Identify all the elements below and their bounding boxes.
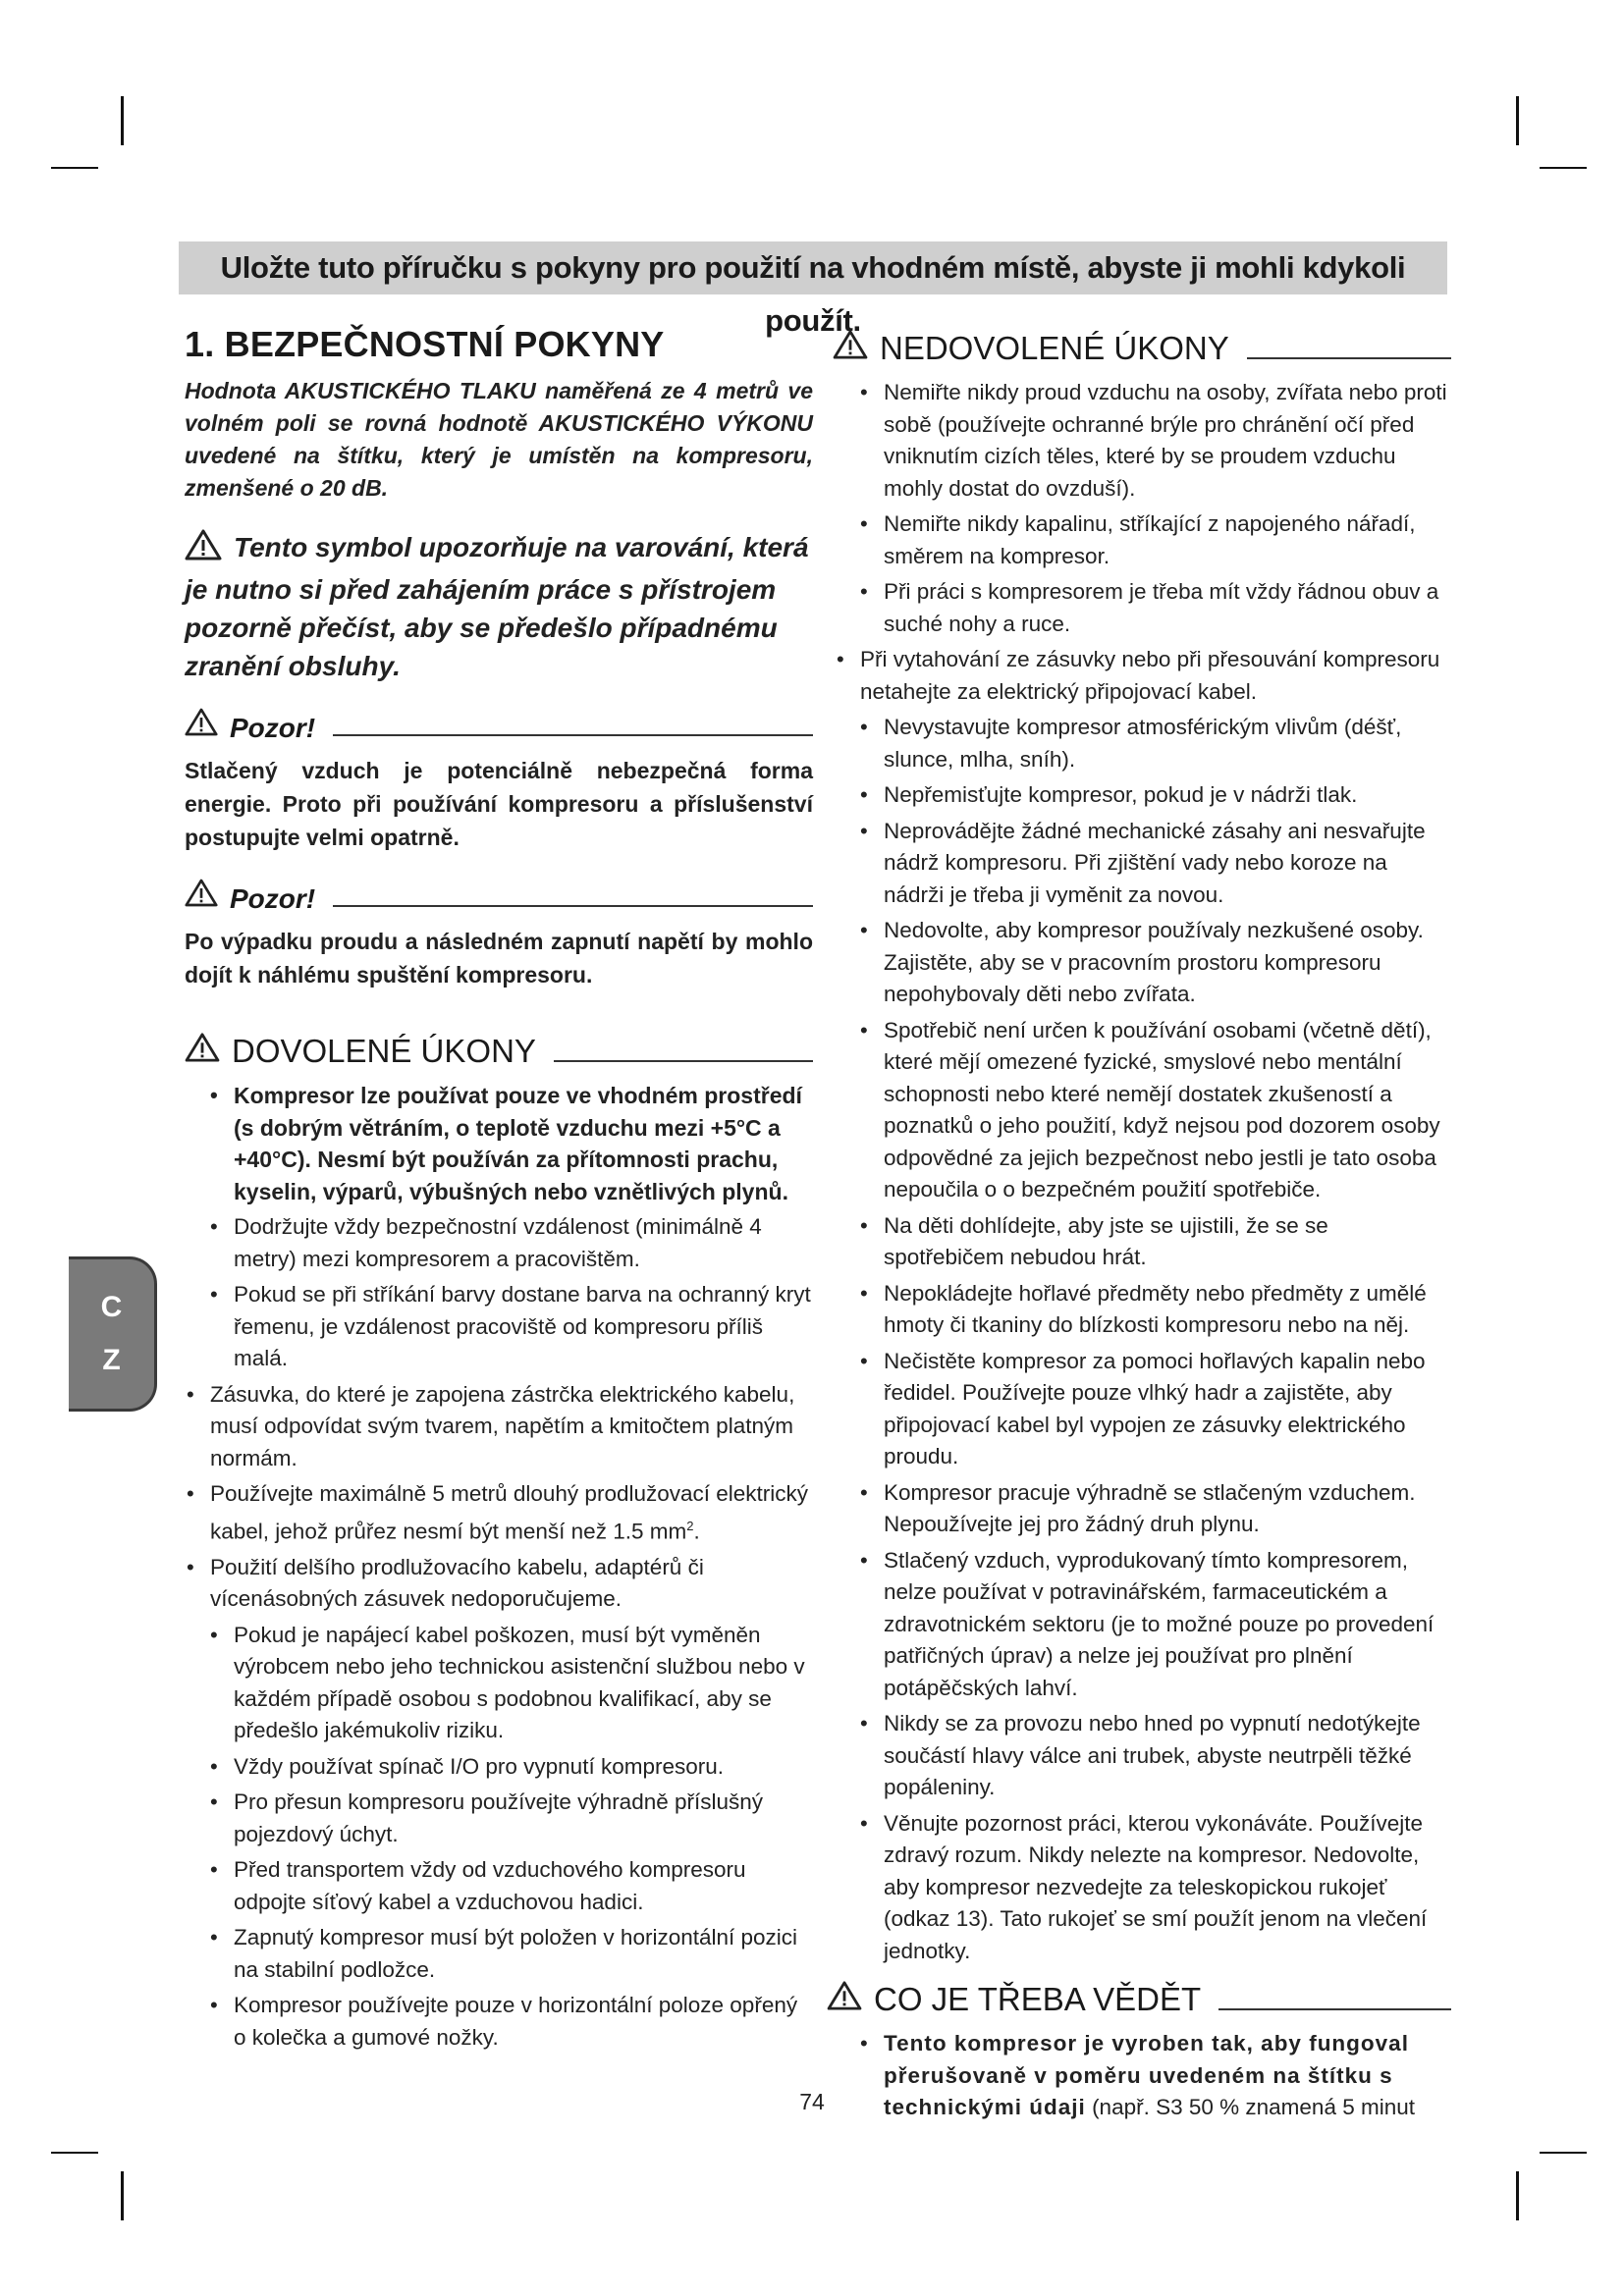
list-item: • Na děti dohlídejte, aby jste se ujistili, že se se spotřebičem nebudou hrát.: [856, 1210, 1451, 1274]
warning-triangle-icon: [833, 330, 868, 367]
list-item: • Vždy používat spínač I/O pro vypnutí kompresoru.: [206, 1751, 813, 1784]
pozor-heading: [185, 707, 813, 744]
dovolene-heading: [185, 1033, 813, 1070]
list-item: • Nevystavujte kompresor atmosférickým vlivům (déšť, slunce, mlha, sníh).: [856, 712, 1451, 775]
warning-triangle-icon: [827, 1981, 862, 2018]
list-item: • Při práci s kompresorem je třeba mít vždy řádnou obuv a suché nohy a ruce.: [856, 576, 1451, 640]
list-item: • Nepokládejte hořlavé předměty nebo předměty z umělé hmoty či tkaniny do blízkosti kompresoru nebo na něj.: [856, 1278, 1451, 1342]
heading-rule: [554, 1060, 813, 1062]
list-item: • Kompresor používejte pouze v horizontální poloze opřený o kolečka a gumové nožky.: [206, 1990, 813, 2054]
list-item: • Při vytahování ze zásuvky nebo při přesouvání kompresoru netahejte za elektrický připojovací kabel.: [833, 644, 1451, 708]
crop-mark: [121, 96, 124, 145]
warning-triangle-icon: [185, 1033, 220, 1070]
header-banner: Uložte tuto příručku s pokyny pro použití na vhodném místě, abyste ji mohli kdykoli použít.: [179, 241, 1447, 294]
co-je-treba-title: CO JE TŘEBA VĚDĚT: [874, 1981, 1202, 2017]
list-item: • Spotřebič není určen k používání osobami (včetně dětí), které mějí omezené fyzické, smyslové nebo mentální schopnosti nebo které nemějí dostatek zkušeností a poznatků o jeho použití, když nejsou pod dozorem osoby odpovědné za jejich bezpečnost nebo jestli je tato osoba nepoučila o o bezpečném použití spotřebiče.: [856, 1015, 1451, 1206]
list-item: [183, 1478, 813, 1548]
list-item: • Použití delšího prodlužovacího kabelu, adaptérů či vícenásobných zásuvek nedoporučujeme.: [183, 1552, 813, 1616]
list-item: • Kompresor pracuje výhradně se stlačeným vzduchem. Nepoužívejte jej pro žádný druh plynu.: [856, 1477, 1451, 1541]
language-letter: Z: [102, 1344, 121, 1376]
list-item: • Věnujte pozornost práci, kterou vykonáváte. Používejte zdravý rozum. Nikdy nelezte na kompresor. Nedovolte, aby kompresor nezvedejte za teleskopickou rukojeť (odkaz 13). Tato rukojeť se smí použít jenom na vlečení jednotky.: [856, 1808, 1451, 1968]
crop-mark: [1540, 2152, 1587, 2154]
warning-triangle-icon: [185, 707, 218, 744]
crop-mark: [1516, 96, 1519, 145]
list-item: • Nedovolte, aby kompresor používaly nezkušené osoby. Zajistěte, aby se v pracovním prostoru kompresoru nepohybovaly děti nebo zvířata.: [856, 915, 1451, 1011]
list-item: • Zásuvka, do které je zapojena zástrčka elektrického kabelu, musí odpovídat svým tvarem, napětím a kmitočtem platným normám.: [183, 1379, 813, 1475]
page-number: 74: [799, 2089, 825, 2114]
list-item-rest: (např. S3 50 % znamená 5 minut: [1085, 2095, 1415, 2119]
superscript: 2: [686, 1518, 694, 1533]
warning-symbol-text: Tento symbol upozorňuje na varování, která je nutno si před zahájením práce s přístrojem pozorně přečíst, aby se předešlo případnému zranění obsluhy.: [185, 532, 809, 681]
list-item: • Nečistěte kompresor za pomoci hořlavých kapalin nebo ředidel. Používejte pouze vlhký hadr a zajistěte, aby připojovací kabel byl vypojen ze zásuvky elektrického proudu.: [856, 1346, 1451, 1473]
list-item: • Neprovádějte žádné mechanické zásahy ani nesvařujte nádrž kompresoru. Při zjištění vady nebo koroze na nádrži je třeba ji vyměnit za novou.: [856, 816, 1451, 912]
list-item: • Nikdy se za provozu nebo hned po vypnutí nedotýkejte součástí hlavy válce ani trubek, abyste neutrpěli těžké popáleniny.: [856, 1708, 1451, 1804]
crop-mark: [1540, 167, 1587, 169]
list-item: • Pokud se při stříkání barvy dostane barva na ochranný kryt řemenu, je vzdálenost pracoviště od kompresoru příliš malá.: [206, 1279, 813, 1375]
list-item-end: .: [693, 1519, 700, 1543]
list-item: • Stlačený vzduch, vyprodukovaný tímto kompresorem, nelze používat v potravinářském, farmaceutickém a zdravotnickém sektoru (je to možné pouze po provedení patřičných úprav) a nelze jej používat pro plnění potápěčských lahví.: [856, 1545, 1451, 1705]
dovolene-title: DOVOLENÉ ÚKONY: [232, 1033, 536, 1069]
right-column: [833, 330, 1451, 2128]
heading-rule: [1247, 357, 1451, 359]
crop-mark: [51, 2152, 98, 2154]
section-heading: 1. BEZPEČNOSTNÍ POKYNY: [185, 324, 665, 364]
list-item: • Zapnutý kompresor musí být položen v horizontální pozici na stabilní podložce.: [206, 1922, 813, 1986]
language-tab: [69, 1256, 157, 1412]
co-je-treba-heading: [827, 1981, 1451, 2018]
list-item: • Kompresor lze používat pouze ve vhodném prostředí (s dobrým větráním, o teplotě vzduchu mezi +5°C a +40°C). Nesmí být používán za přítomnosti prachu, kyselin, výparů, výbušných nebo vznětlivých plynů.: [206, 1080, 813, 1207]
nedovolene-heading: [833, 330, 1451, 367]
warning-triangle-icon: [185, 529, 222, 570]
heading-rule: [333, 905, 813, 907]
crop-mark: [51, 167, 98, 169]
list-item: • Pro přesun kompresoru používejte výhradně příslušný pojezdový úchyt.: [206, 1787, 813, 1850]
acoustic-intro: Hodnota AKUSTICKÉHO TLAKU naměřená ze 4 metrů ve volném poli se rovná hodnotě AKUSTICKÉHO VÝKONU uvedené na štítku, který je umístěn na kompresoru, zmenšené o 20 dB.: [185, 378, 813, 501]
pozor-text: Po výpadku proudu a následném zapnutí napětí by mohlo dojít k náhlému spuštění kompresoru.: [185, 929, 813, 988]
pozor-title: Pozor!: [230, 883, 316, 914]
heading-rule: [333, 734, 813, 736]
left-column: [185, 324, 813, 2057]
nedovolene-list: [856, 377, 1451, 1967]
list-item: • Dodržujte vždy bezpečnostní vzdálenost (minimálně 4 metry) mezi kompresorem a pracovištěm.: [206, 1211, 813, 1275]
pozor-text: Stlačený vzduch je potenciálně nebezpečná forma energie. Proto při používání kompresoru a příslušenství postupujte velmi opatrně.: [185, 758, 813, 850]
pozor-heading: [185, 878, 813, 915]
list-item: • Nepřemisťujte kompresor, pokud je v nádrži tlak.: [856, 779, 1451, 812]
list-item: • Pokud je napájecí kabel poškozen, musí být vyměněn výrobcem nebo jeho technickou asistenční službou nebo v každém případě osobou s podobnou kvalifikací, aby se předešlo jakémukoliv riziku.: [206, 1620, 813, 1747]
list-item: • Nemiřte nikdy proud vzduchu na osoby, zvířata nebo proti sobě (používejte ochranné brýle pro chránění očí před vniknutím cizích těles, které by se proudem vzduchu mohly dostat do ovzduší).: [856, 377, 1451, 505]
language-letter: C: [100, 1291, 123, 1323]
list-item-text: Používejte maximálně 5 metrů dlouhý prodlužovací elektrický kabel, jehož průřez nesmí být menší než 1.5 mm: [210, 1481, 809, 1543]
pozor-title: Pozor!: [230, 713, 316, 743]
list-item: • Před transportem vždy od vzduchového kompresoru odpojte síťový kabel a vzduchovou hadici.: [206, 1854, 813, 1918]
warning-symbol-note: [185, 528, 813, 685]
list-item-bold: Tento kompresor je vyroben tak, aby fungoval přerušovaně v poměru uvedeném na štítku s technickými údaji: [884, 2031, 1409, 2119]
crop-mark: [1516, 2171, 1519, 2220]
nedovolene-title: NEDOVOLENÉ ÚKONY: [880, 330, 1229, 366]
list-item: • Nemiřte nikdy kapalinu, stříkající z napojeného nářadí, směrem na kompresor.: [856, 508, 1451, 572]
crop-mark: [121, 2171, 124, 2220]
dovolene-list: [206, 1080, 813, 2054]
heading-rule: [1218, 2008, 1451, 2010]
warning-triangle-icon: [185, 878, 218, 915]
